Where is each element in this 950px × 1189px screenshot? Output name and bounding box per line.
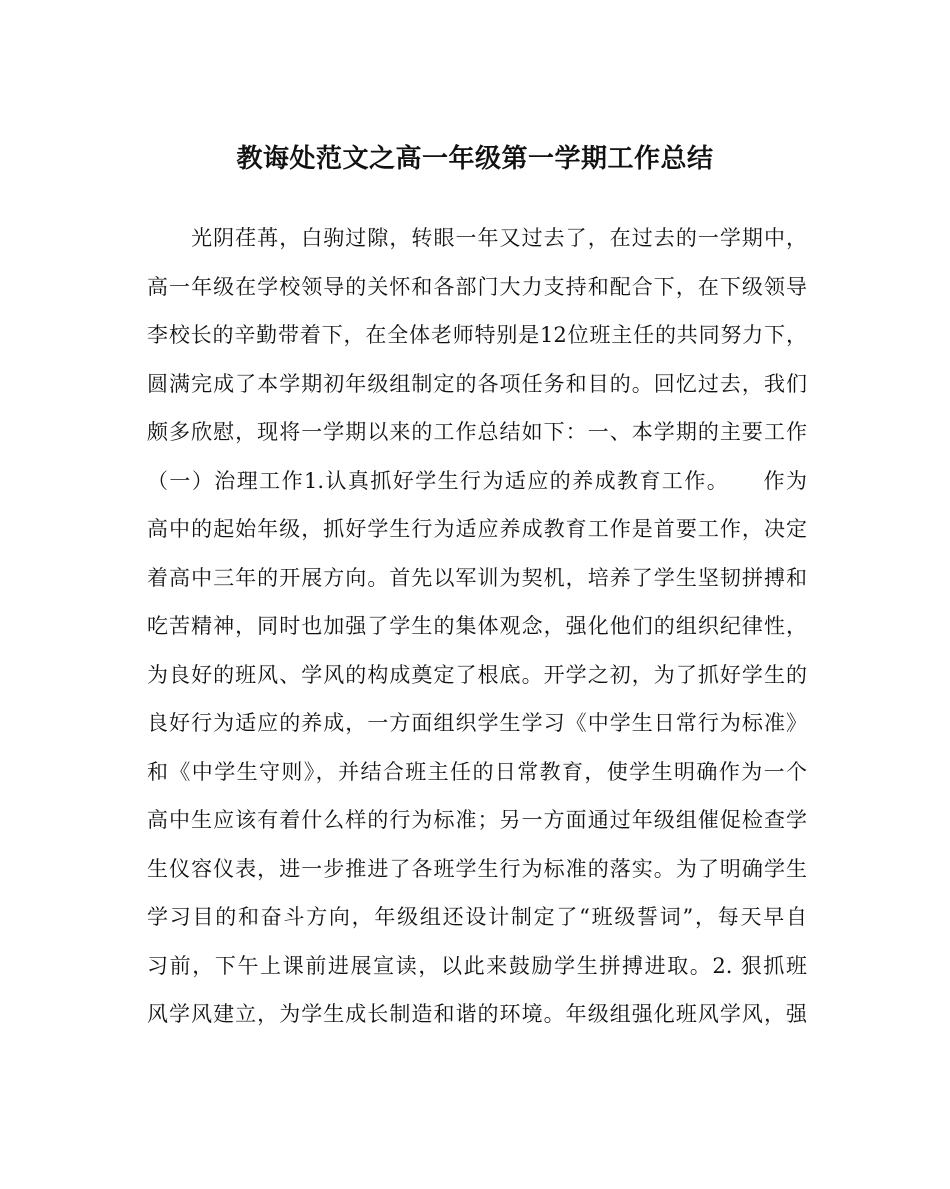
body-line: 吃苦精神，同时也加强了学生的集体观念，强化他们的组织纪律性， bbox=[147, 614, 807, 638]
body-line: （一）治理工作1.认真抓好学生行为适应的养成教育工作。 作为 bbox=[147, 468, 807, 493]
body-line: 着高中三年的开展方向。首先以军训为契机，培养了学生坚韧拼搏和 bbox=[147, 565, 807, 590]
body-line: 习前，下午上课前进展宣读，以此来鼓励学生拼搏进取。2. 狠抓班 bbox=[147, 953, 807, 978]
body-line: 学习目的和奋斗方向，年级组还设计制定了“班级誓词”，每天早自 bbox=[147, 905, 807, 929]
body-line: 光阴荏苒，白驹过隙，转眼一年又过去了，在过去的一学期中， bbox=[147, 226, 807, 250]
body-line: 风学风建立，为学生成长制造和谐的环境。年级组强化班风学风，强 bbox=[147, 1002, 807, 1026]
body-line: 高中生应该有着什么样的行为标准；另一方面通过年级组催促检查学 bbox=[147, 808, 807, 832]
document-title: 教诲处范文之高一年级第一学期工作总结 bbox=[236, 144, 714, 174]
body-line: 高中的起始年级，抓好学生行为适应养成教育工作是首要工作，决定 bbox=[147, 517, 807, 541]
body-line: 圆满完成了本学期初年级组制定的各项任务和目的。回忆过去，我们 bbox=[147, 371, 807, 396]
document-body bbox=[147, 222, 807, 1047]
body-line: 高一年级在学校领导的关怀和各部门大力支持和配合下，在下级领导 bbox=[147, 274, 807, 299]
body-line: 和《中学生守则》，并结合班主任的日常教育，使学生明确作为一个 bbox=[147, 759, 807, 784]
body-line: 良好行为适应的养成，一方面组织学生学习《中学生日常行为标准》 bbox=[147, 711, 807, 735]
body-line: 李校长的辛勤带着下，在全体老师特别是12位班主任的共同努力下， bbox=[147, 323, 807, 347]
body-line: 生仪容仪表，进一步推进了各班学生行为标准的落实。为了明确学生 bbox=[147, 856, 807, 881]
body-line: 颇多欣慰，现将一学期以来的工作总结如下：一、本学期的主要工作 bbox=[147, 420, 807, 444]
body-line: 为良好的班风、学风的构成奠定了根底。开学之初，为了抓好学生的 bbox=[147, 662, 807, 687]
